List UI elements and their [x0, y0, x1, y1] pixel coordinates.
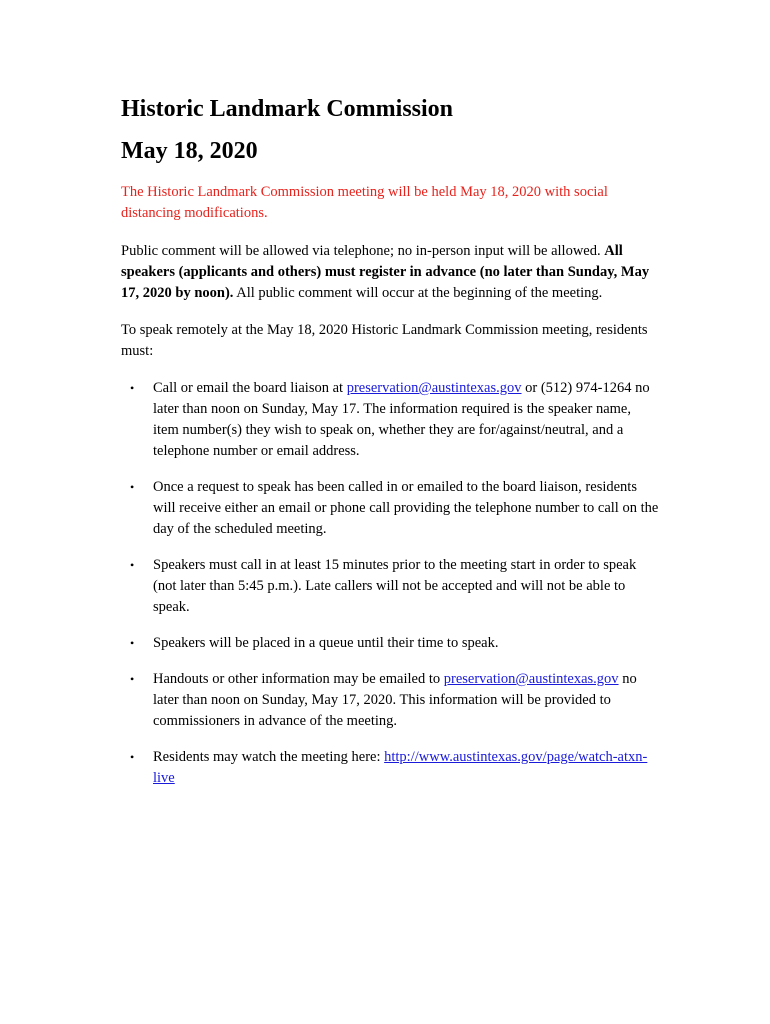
public-comment-timing: All public comment will occur at the beginning of the meeting. [233, 285, 603, 301]
bullet-icon: • [130, 480, 135, 494]
item-text: no later than noon on Sunday, May 17, 2020. This information will be provided to commissioners in advance of the meeting. [153, 671, 637, 729]
public-comment-paragraph [121, 241, 660, 304]
item-text: Handouts or other information may be emailed to [153, 671, 444, 687]
item-text: Speakers must call in at least 15 minutes prior to the meeting start in order to speak (not later than 5:45 p.m.). Late callers will not be accepted and will not be able to speak. [153, 557, 637, 615]
list-item [121, 633, 660, 654]
email-link[interactable]: preservation@austintexas.gov [443, 671, 619, 687]
bullet-icon: • [130, 750, 135, 764]
bullet-icon: • [130, 558, 135, 572]
list-item [121, 555, 660, 618]
item-text: Residents may watch the meeting here: [153, 749, 385, 765]
email-link[interactable]: preservation@austintexas.gov [346, 380, 522, 396]
bullet-icon: • [130, 381, 135, 395]
watch-live-link[interactable]: http://www.austintexas.gov/page/watch-atxn-live [153, 749, 648, 786]
instructions-list [121, 378, 660, 789]
item-text: Speakers will be placed in a queue until their time to speak. [153, 635, 499, 651]
item-text: Once a request to speak has been called in or emailed to the board liaison, residents will receive either an email or phone call providing the telephone number to call on the day of the scheduled meeting. [153, 479, 659, 537]
list-item [121, 669, 660, 732]
page-title: Historic Landmark Commission [121, 96, 454, 122]
item-text: or (512) 974-1264 no later than noon on Sunday, May 17. The information required is the speaker name, item number(s) they wish to speak on, whether they are for/against/neutral, and a telephone number or email address. [153, 380, 650, 459]
list-item [121, 378, 660, 462]
public-comment-text: Public comment will be allowed via telephone; no in-person input will be allowed. [121, 243, 605, 259]
list-item [121, 747, 660, 789]
list-item [121, 477, 660, 540]
remote-intro: To speak remotely at the May 18, 2020 Historic Landmark Commission meeting, residents must: [121, 322, 648, 359]
registration-requirement: All speakers (applicants and others) must register in advance (no later than Sunday, May 17, 2020 by noon). [121, 243, 650, 301]
item-text: Call or email the board liaison at [153, 380, 347, 396]
bullet-icon: • [130, 636, 135, 650]
bullet-icon: • [130, 672, 135, 686]
notice-text: The Historic Landmark Commission meeting will be held May 18, 2020 with social distancing modifications. [121, 184, 608, 221]
meeting-date: May 18, 2020 [121, 138, 258, 164]
